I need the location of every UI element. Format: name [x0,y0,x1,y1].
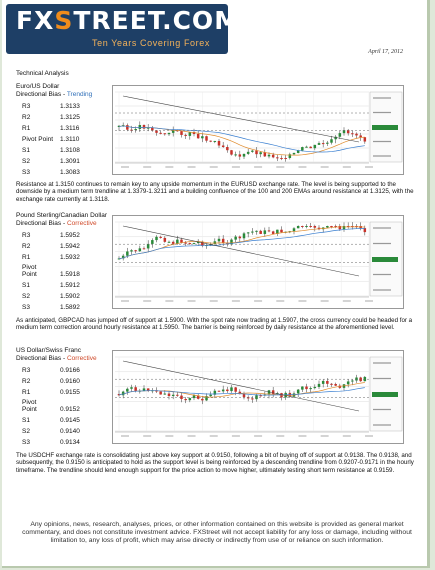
candle-body [259,231,262,234]
candle-body [339,133,342,137]
level-name: Pivot Point [22,136,54,143]
level-value: 1.5892 [60,304,80,311]
candle-body [247,232,250,233]
candle-body [130,387,133,389]
candle-body [197,134,200,138]
level-value: 1.3125 [60,114,80,121]
level-value: 1.5912 [60,282,80,289]
candle-body [155,130,158,132]
level-value: 0.9166 [60,367,80,374]
candle-body [318,384,321,387]
candle-body [251,232,254,233]
gbpcad-commentary: As anticipated, GBPCAD has jumped off of support at 1.5900. With the spot rate now trading at 1.5907, the cross currency could be headed for a medium term correction around hourly resistance at 1.5950. The barrier is being reinforced by daily resistance at the aforementioned level. [16,317,413,332]
logo-text: FXSTREET.COM [16,6,241,35]
candle-body [209,395,212,396]
level-value: 1.5942 [60,243,80,250]
candle-body [355,134,358,136]
level-value: 1.3110 [60,136,80,143]
candle-body [193,395,196,398]
candle-body [151,240,154,244]
level-value: 1.5952 [60,232,80,239]
candle-body [268,155,271,157]
candle-body [164,238,167,242]
level-name: R1 [22,254,31,261]
logo-tagline: Ten Years Covering Forex [92,38,210,48]
current-price-marker [372,257,398,262]
level-value: 1.5902 [60,293,80,300]
trendline [123,361,359,411]
bias-value: Corrective [66,354,97,362]
bias-label: Directional Bias - [16,219,67,227]
level-name: R3 [22,232,31,239]
candle-body [305,147,308,148]
disclaimer: Any opinions, news, research, analyses, prices, or other information contained on this website is provided as general market commentary, and does not constitute investment advice. FXStreet will not accept liability for any loss or damage, including without limitation to, any loss of profit, which may arise directly or indirectly from use of or reliance on such information. [22,521,412,544]
candle-body [334,384,337,386]
level-name: R2 [22,378,31,385]
level-value: 0.9140 [60,428,80,435]
level-value: 1.3108 [60,147,80,154]
candle-body [180,131,183,135]
candle-body [309,147,312,148]
candle-body [347,381,350,384]
candle-body [184,243,187,244]
candle-body [139,248,142,251]
level-value: 0.9134 [60,439,80,446]
candle-body [184,135,187,136]
candle-body [314,226,317,228]
candle-body [230,150,233,154]
candle-body [284,158,287,159]
candle-body [159,392,162,395]
candle-body [164,394,167,395]
candle-body [126,251,128,255]
level-name: S3 [22,304,30,311]
candle-body [234,154,237,155]
candle-body [222,239,225,243]
candle-body [234,387,237,391]
candle-body [147,244,150,248]
candle-body [172,242,175,244]
candle-body [293,228,296,231]
candle-body [168,242,171,243]
candle-body [134,250,137,251]
candle-body [189,398,192,400]
candle-body [164,133,167,134]
candle-body [226,390,229,392]
report-date: April 17, 2012 [368,49,403,55]
candle-body [293,153,296,154]
candle-body [326,381,329,384]
level-name: S1 [22,147,30,154]
candle-body [180,396,183,399]
candle-body [218,141,221,146]
candle-body [168,133,171,134]
trendline [123,226,359,276]
trendline [123,96,359,142]
candle-body [305,226,308,227]
level-name: R2 [22,114,31,121]
candle-body [126,389,128,392]
candle-body [243,154,246,157]
candle-body [318,143,321,145]
candle-body [351,133,354,134]
eurusd-chart [112,85,404,175]
candle-body [272,231,275,234]
level-name: R1 [22,389,31,396]
level-name: S3 [22,439,30,446]
candle-body [134,129,137,130]
level-value: 1.3083 [60,169,80,176]
candle-body [130,250,133,251]
bias-value: Trending [66,90,93,98]
candle-body [314,387,317,388]
candle-body [234,237,237,240]
candle-body [297,390,300,394]
eurusd-commentary: Resistance at 1.3150 continues to remain key to any upside momentum in the EURUSD exchange rate. The level is being supported to the downside by a medium term trendline at 1.3379-1.3211 and a building confluence of the 100 and 200 EMAs around resistance at 1.3125, with the exchange rate currently at 1.3118. [16,181,414,203]
level-name: S1 [22,282,30,289]
candle-body [268,230,271,231]
pair-title: Euro/US Dollar [16,83,60,90]
candle-body [280,230,283,233]
usdchf-chart [112,350,404,444]
candle-body [189,243,192,244]
level-value: 0.9152 [60,406,80,413]
level-value: 1.5932 [60,254,80,261]
candle-body [243,233,246,238]
candle-body [168,394,171,396]
candle-body [305,387,308,390]
candle-body [251,151,254,152]
level-value: 1.3091 [60,158,80,165]
candle-body [251,398,254,399]
pair-title: US Dollar/Swiss Franc [16,347,82,354]
candle-body [205,136,208,140]
candle-body [218,239,221,242]
level-name: R2 [22,243,31,250]
candle-body [184,399,187,400]
candle-body [180,240,183,243]
level-name: R1 [22,125,31,132]
candle-body [159,133,162,134]
usdchf-commentary: The USDCHF exchange rate is consolidating just above key support at 0.9150, following a bit of buying off of support at 0.9138. The 0.9138, and subsequently, the 0.9150 is anticipated to hold as the support level is being reinforced by a descending trendline from 0.9207-0.9171 in the hourly timeframe. The trendline should lend enough support for the price action to move higher, ultimately testing short term resistance at 0.9159. [16,452,414,474]
candle-body [255,395,258,399]
candle-body [247,152,250,154]
level-name: Pivot Point [22,264,37,278]
level-name: S2 [22,293,30,300]
candle-body [272,390,275,394]
bias-label: Directional Bias - [16,90,67,98]
candle-body [230,387,233,391]
document-page [2,0,430,568]
candle-body [330,226,333,227]
candle-body [255,231,258,232]
candle-body [330,384,333,385]
level-name: S1 [22,417,30,424]
candle-body [222,145,225,147]
level-name: S2 [22,428,30,435]
candle-body [255,151,258,155]
candle-body [143,125,146,129]
candle-body [339,226,342,229]
price-chart-svg [113,351,403,443]
gbpcad-chart [112,215,404,309]
candle-body [239,237,242,239]
level-value: 1.3116 [60,125,80,132]
candle-body [214,141,217,142]
candle-body [243,394,246,397]
level-name: R3 [22,367,31,374]
level-value: 1.3133 [60,103,80,110]
candle-body [139,125,142,129]
moving-average-line [119,383,365,398]
level-value: 1.5918 [60,271,80,278]
candle-body [343,226,346,229]
price-chart-svg [113,86,403,174]
candle-body [276,157,279,158]
candle-body [330,139,333,142]
section-heading: Technical Analysis [16,70,69,77]
bias-label: Directional Bias - [16,354,67,362]
candle-body [172,395,175,396]
candle-body [159,237,162,238]
candle-body [222,390,225,392]
candle-body [301,147,304,150]
candle-body [297,226,300,228]
candle-body [193,243,196,244]
candle-body [272,155,275,158]
candle-body [264,230,267,234]
bias-value: Corrective [66,219,97,227]
candle-body [143,388,146,390]
candle-body [239,154,242,156]
candle-body [143,248,146,249]
candle-body [176,395,179,396]
level-value: 0.9145 [60,417,80,424]
candle-body [322,381,325,384]
candle-body [218,391,221,392]
level-name: R3 [22,103,31,110]
candle-body [309,388,312,389]
candle-body [209,141,212,142]
fxstreet-logo [6,4,241,54]
pair-title: Pound Sterling/Canadian Dollar [16,212,108,219]
level-value: 0.9155 [60,389,80,396]
candle-body [134,387,137,391]
candle-body [155,237,158,240]
candle-body [301,387,304,390]
candle-body [322,143,325,144]
candle-body [359,135,362,137]
candle-body [326,226,329,227]
candle-body [280,158,283,159]
candle-body [259,152,262,154]
candle-body [226,147,229,150]
candle-body [126,125,128,130]
level-name: Pivot Point [22,399,37,413]
candle-body [364,137,367,141]
candle-body [314,145,317,148]
price-chart-svg [113,216,403,308]
candle-body [309,226,312,227]
candle-body [351,381,354,382]
level-name: S3 [22,169,30,176]
candle-body [201,136,204,138]
current-price-marker [372,125,398,130]
level-name: S2 [22,158,30,165]
candle-body [301,226,304,227]
candle-body [326,143,329,144]
current-price-marker [372,392,398,397]
candle-body [201,399,204,401]
candle-body [259,395,262,396]
level-value: 0.9160 [60,378,80,385]
